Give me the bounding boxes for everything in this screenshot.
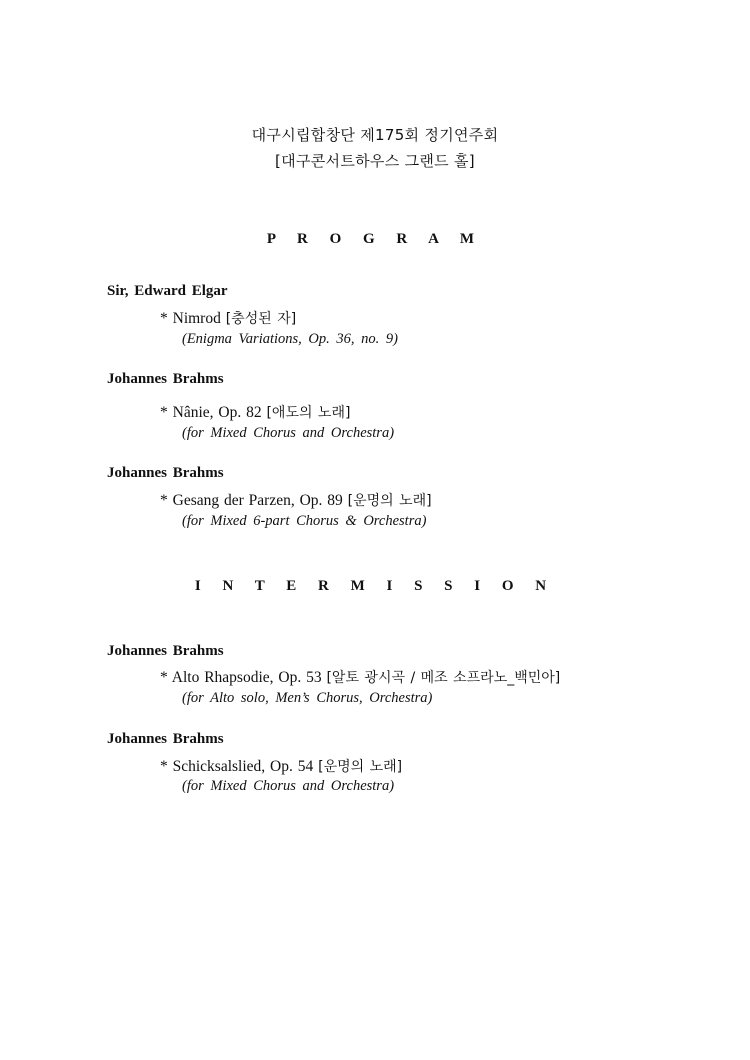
work-scoring: (for Mixed Chorus and Orchestra) [182,778,395,794]
composer-name: Johannes Brahms [107,731,224,747]
work-title [160,667,560,687]
work-title-text: * Alto Rhapsodie, Op. 53 [160,669,327,686]
work-title [160,402,350,422]
work-title-korean: [알토 광시곡 / 메조 소프라노_백민아] [326,670,561,686]
work-title [160,490,432,510]
composer-name: Sir, Edward Elgar [107,283,228,299]
composer-name: Johannes Brahms [107,643,224,659]
program-heading: P R O G R A M [266,231,484,247]
work-scoring: (Enigma Variations, Op. 36, no. 9) [182,331,398,347]
work-title-korean: [충성된 자] [225,311,297,327]
concert-title: 대구시립합창단 제175회 정기연주회 [251,126,499,144]
work-scoring: (for Mixed 6-part Chorus & Orchestra) [182,513,427,529]
venue-line: [대구콘서트하우스 그랜드 홀] [275,152,475,170]
work-title [160,308,296,328]
work-title-text: * Schicksalslied, Op. 54 [160,758,319,775]
work-title-text: * Gesang der Parzen, Op. 89 [160,492,348,509]
intermission-heading: I N T E R M I S S I O N [194,578,556,594]
work-scoring: (for Alto solo, Men’s Chorus, Orchestra) [182,690,433,706]
composer-name: Johannes Brahms [107,371,224,387]
composer-name: Johannes Brahms [107,465,224,481]
work-title-text: * Nânie, Op. 82 [160,404,267,421]
work-title [160,756,402,776]
work-title-korean: [운명의 노래] [347,493,432,509]
work-title-korean: [운명의 노래] [318,759,403,775]
work-title-korean: [애도의 노래] [266,405,351,421]
work-title-text: * Nimrod [160,310,226,327]
work-scoring: (for Mixed Chorus and Orchestra) [182,425,395,441]
